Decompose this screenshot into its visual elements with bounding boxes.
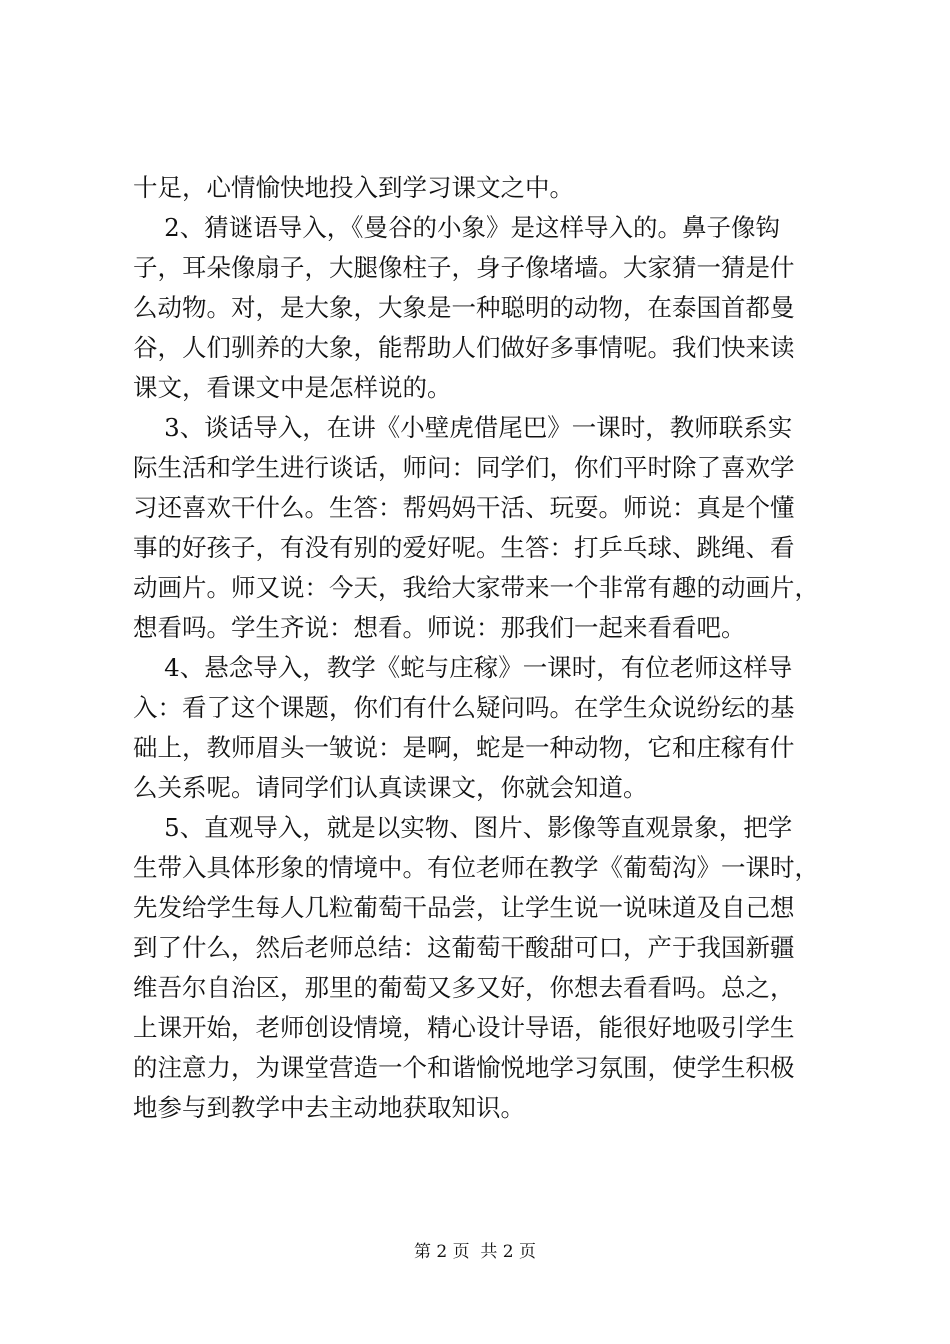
text-line: 3、谈话导入，在讲《小壁虎借尾巴》一课时，教师联系实: [133, 413, 793, 442]
text-line: 到了什么，然后老师总结：这葡萄干酸甜可口，产于我国新疆: [133, 933, 795, 962]
text-line: 础上，教师眉头一皱说：是啊，蛇是一种动物，它和庄稼有什: [133, 733, 795, 762]
text-line: 5、直观导入，就是以实物、图片、影像等直观景象，把学: [133, 813, 793, 842]
text-line: 么动物。对，是大象，大象是一种聪明的动物，在泰国首都曼: [133, 293, 795, 322]
text-line: 事的好孩子，有没有别的爱好呢。生答：打乒乓球、跳绳、看: [133, 533, 795, 562]
text-line: 习还喜欢干什么。生答：帮妈妈干活、玩耍。师说：真是个懂: [133, 493, 795, 522]
text-line: 子，耳朵像扇子，大腿像柱子，身子像堵墙。大家猜一猜是什: [133, 253, 795, 282]
text-line: 课文，看课文中是怎样说的。: [133, 373, 452, 402]
page-number-footer: 第 2 页 共 2 页: [413, 1242, 537, 1262]
text-line: 维吾尔自治区，那里的葡萄又多又好，你想去看看吗。总之，: [133, 973, 795, 1002]
text-line: 的注意力，为课堂营造一个和谐愉悦地学习氛围，使学生积极: [133, 1053, 795, 1082]
text-line: 动画片。师又说：今天，我给大家带来一个非常有趣的动画片，: [133, 573, 819, 602]
body-text: [133, 168, 833, 1128]
text-line: 4、悬念导入，教学《蛇与庄稼》一课时，有位老师这样导: [133, 653, 793, 682]
text-line: 十足，心情愉快地投入到学习课文之中。: [133, 173, 574, 202]
text-line: 际生活和学生进行谈话，师问：同学们，你们平时除了喜欢学: [133, 453, 795, 482]
text-line: 入：看了这个课题，你们有什么疑问吗。在学生众说纷纭的基: [133, 693, 795, 722]
text-line: 想看吗。学生齐说：想看。师说：那我们一起来看看吧。: [133, 613, 746, 642]
text-line: 生带入具体形象的情境中。有位老师在教学《葡萄沟》一课时，: [133, 853, 819, 882]
text-line: 先发给学生每人几粒葡萄干品尝，让学生说一说味道及自己想: [133, 893, 795, 922]
text-line: 么关系呢。请同学们认真读课文，你就会知道。: [133, 773, 648, 802]
text-line: 谷，人们驯养的大象，能帮助人们做好多事情呢。我们快来读: [133, 333, 795, 362]
text-line: 2、猜谜语导入，《曼谷的小象》是这样导入的。鼻子像钩: [133, 213, 780, 242]
text-line: 上课开始，老师创设情境，精心设计导语，能很好地吸引学生: [133, 1013, 795, 1042]
text-line: 地参与到教学中去主动地获取知识。: [133, 1093, 525, 1122]
